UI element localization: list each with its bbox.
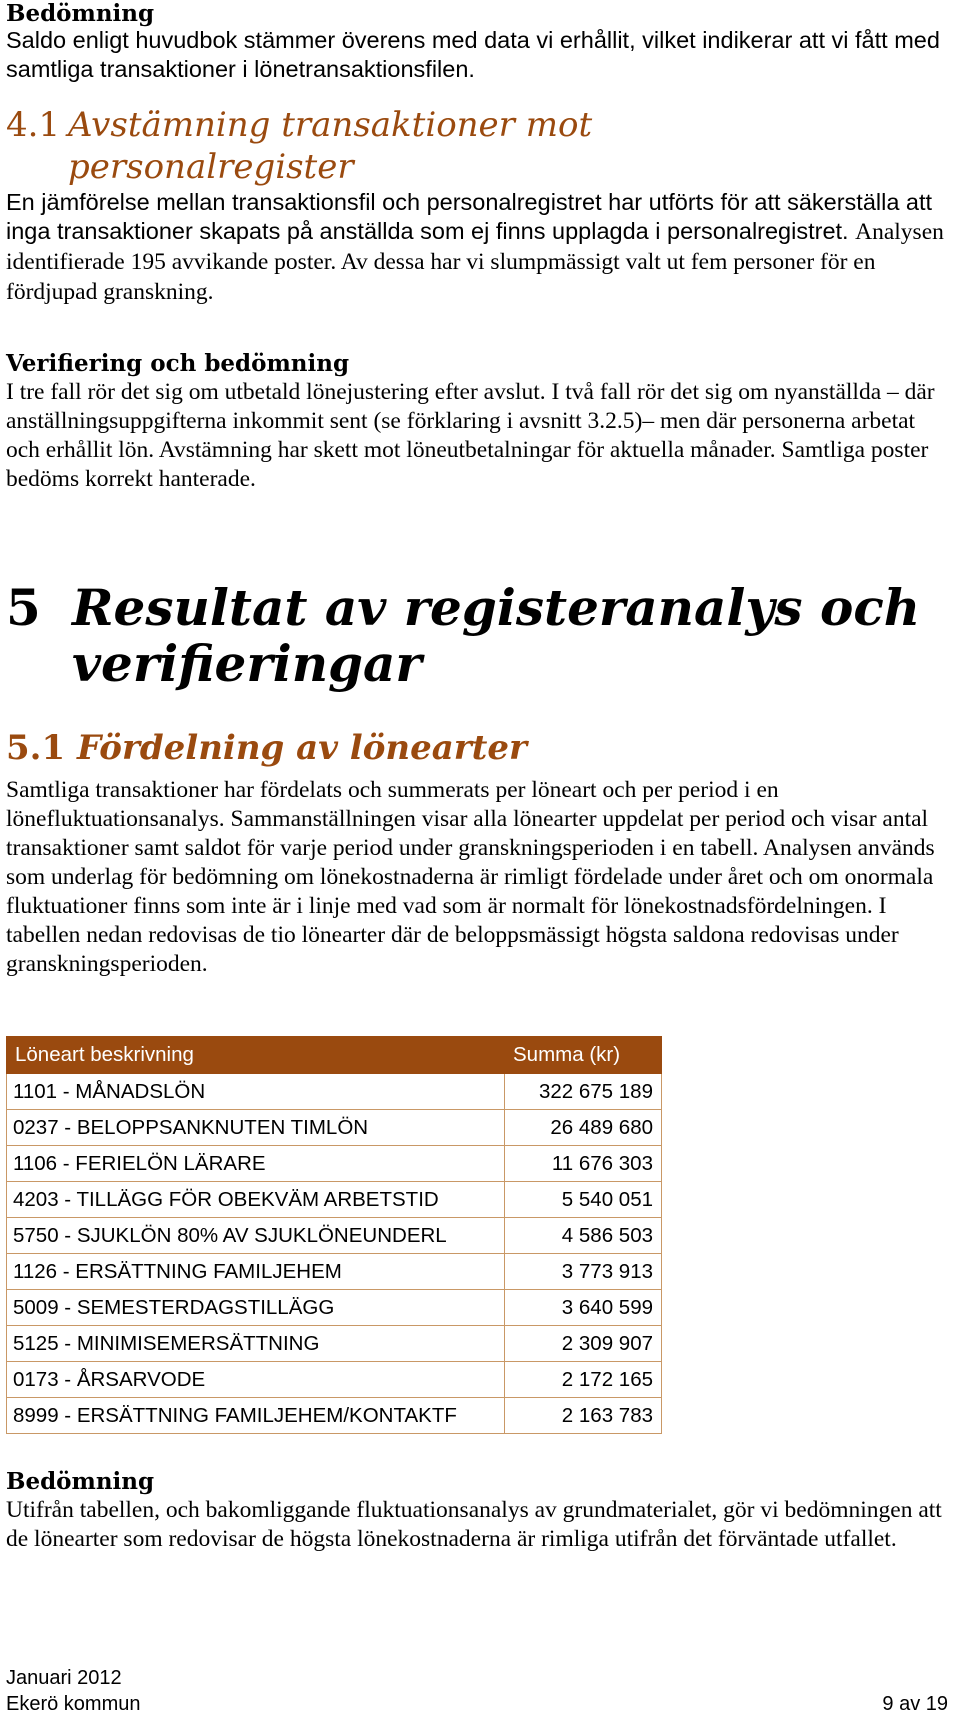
section-4-1-title-line1: Avstämning transaktioner mot <box>68 105 593 145</box>
column-header-sum: Summa (kr) <box>505 1037 662 1074</box>
row-amount: 3 640 599 <box>505 1290 662 1326</box>
row-amount: 11 676 303 <box>505 1146 662 1182</box>
table-row <box>7 1074 662 1110</box>
row-description: 5009 - SEMESTERDAGSTILLÄGG <box>7 1290 505 1326</box>
row-description: 5125 - MINIMISEMERSÄTTNING <box>7 1326 505 1362</box>
section-5-1-number: 5.1 <box>6 728 66 768</box>
section-4-1-title-line2: personalregister <box>68 147 354 187</box>
section-5-title-line1: Resultat av registeranalys och <box>72 578 921 637</box>
row-amount: 5 540 051 <box>505 1182 662 1218</box>
row-description: 0237 - BELOPPSANKNUTEN TIMLÖN <box>7 1110 505 1146</box>
section-5-heading <box>6 580 956 692</box>
section-4-1-text-part2: Analysen identifierade 195 avvikande poster. Av dessa har vi slumpmässigt valt ut fem personer för en fördjupad granskning. <box>6 219 944 305</box>
row-description: 1101 - MÅNADSLÖN <box>7 1074 505 1110</box>
table-row <box>7 1362 662 1398</box>
row-amount: 3 773 913 <box>505 1254 662 1290</box>
assessment-text: Utifrån tabellen, och bakomliggande fluktuationsanalys av grundmaterialet, gör vi bedömningen att de lönearter som redovisar de högsta lönekostnaderna är rimliga utifrån det förväntade utfallet. <box>6 1497 942 1552</box>
section-5-1-text: Samtliga transaktioner har fördelats och summerats per löneart och per period i en lönefluktuationsanalys. Sammanställningen visar alla lönearter uppdelat per period och visar antal transaktioner samt saldot för varje period under granskningsperioden i en tabell. Analysen används som underlag för bedömning om lönekostnaderna är rimligt fördelade under året och om onormala fluktuationer finns som inte är i linje med vad som är normalt för lönekostnadsfördelningen. I tabellen nedan redovisas de tio lönearter där de beloppsmässigt högsta saldona redovisas under granskningsperioden. <box>6 777 935 977</box>
section-5-title-line2: verifieringar <box>72 634 422 693</box>
table-row <box>7 1110 662 1146</box>
section-4-1-number: 4.1 <box>6 105 61 145</box>
assessment-text-top: Saldo enligt huvudbok stämmer överens med data vi erhållit, vilket indikerar att vi fått med samtliga transaktioner i lönetransaktionsfilen. <box>6 27 940 82</box>
table-row <box>7 1218 662 1254</box>
row-amount: 26 489 680 <box>505 1110 662 1146</box>
table-row <box>7 1182 662 1218</box>
section-4-1-text-part1: En jämförelse mellan transaktionsfil och personalregistret har utförts för att säkerställa att inga transaktioner skapats på anställda som ej finns upplagda i personalregistret. <box>6 189 933 244</box>
verification-text: I tre fall rör det sig om utbetald lönejustering efter avslut. I två fall rör det sig om nyanställda – där anställningsuppgifterna inkommit sent (se förklaring i avsnitt 3.2.5)– men där personerna arbetat och erhållit lön. Avstämning har skett mot löneutbetalningar för aktuella månader. Samtliga poster bedöms korrekt hanterade. <box>6 379 935 492</box>
table-row <box>7 1326 662 1362</box>
table-header-row <box>7 1037 662 1074</box>
row-description: 4203 - TILLÄGG FÖR OBEKVÄM ARBETSTID <box>7 1182 505 1218</box>
row-description: 5750 - SJUKLÖN 80% AV SJUKLÖNEUNDERL <box>7 1218 505 1254</box>
footer-organization: Ekerö kommun <box>6 1693 141 1715</box>
section-5-1-title: Fördelning av lönearter <box>77 728 527 768</box>
row-amount: 4 586 503 <box>505 1218 662 1254</box>
footer-date: Januari 2012 <box>6 1667 122 1689</box>
row-amount: 322 675 189 <box>505 1074 662 1110</box>
table-row <box>7 1146 662 1182</box>
row-amount: 2 172 165 <box>505 1362 662 1398</box>
table-row <box>7 1254 662 1290</box>
section-4-1-text <box>6 188 951 307</box>
section-4-1-heading <box>6 104 951 188</box>
verification-heading: Verifiering och bedömning <box>6 350 350 377</box>
column-header-description: Löneart beskrivning <box>7 1037 505 1074</box>
footer-page-number: 9 av 19 <box>882 1693 948 1715</box>
table-row <box>7 1398 662 1434</box>
row-amount: 2 163 783 <box>505 1398 662 1434</box>
assessment-heading-top: Bedömning <box>6 0 155 27</box>
row-amount: 2 309 907 <box>505 1326 662 1362</box>
row-description: 1106 - FERIELÖN LÄRARE <box>7 1146 505 1182</box>
row-description: 1126 - ERSÄTTNING FAMILJEHEM <box>7 1254 505 1290</box>
row-description: 8999 - ERSÄTTNING FAMILJEHEM/KONTAKTF <box>7 1398 505 1434</box>
section-5-number: 5 <box>6 578 41 637</box>
row-description: 0173 - ÅRSARVODE <box>7 1362 505 1398</box>
table-row <box>7 1290 662 1326</box>
assessment-heading: Bedömning <box>6 1468 155 1495</box>
section-5-1-heading <box>6 728 527 768</box>
salary-types-table <box>6 1036 662 1434</box>
